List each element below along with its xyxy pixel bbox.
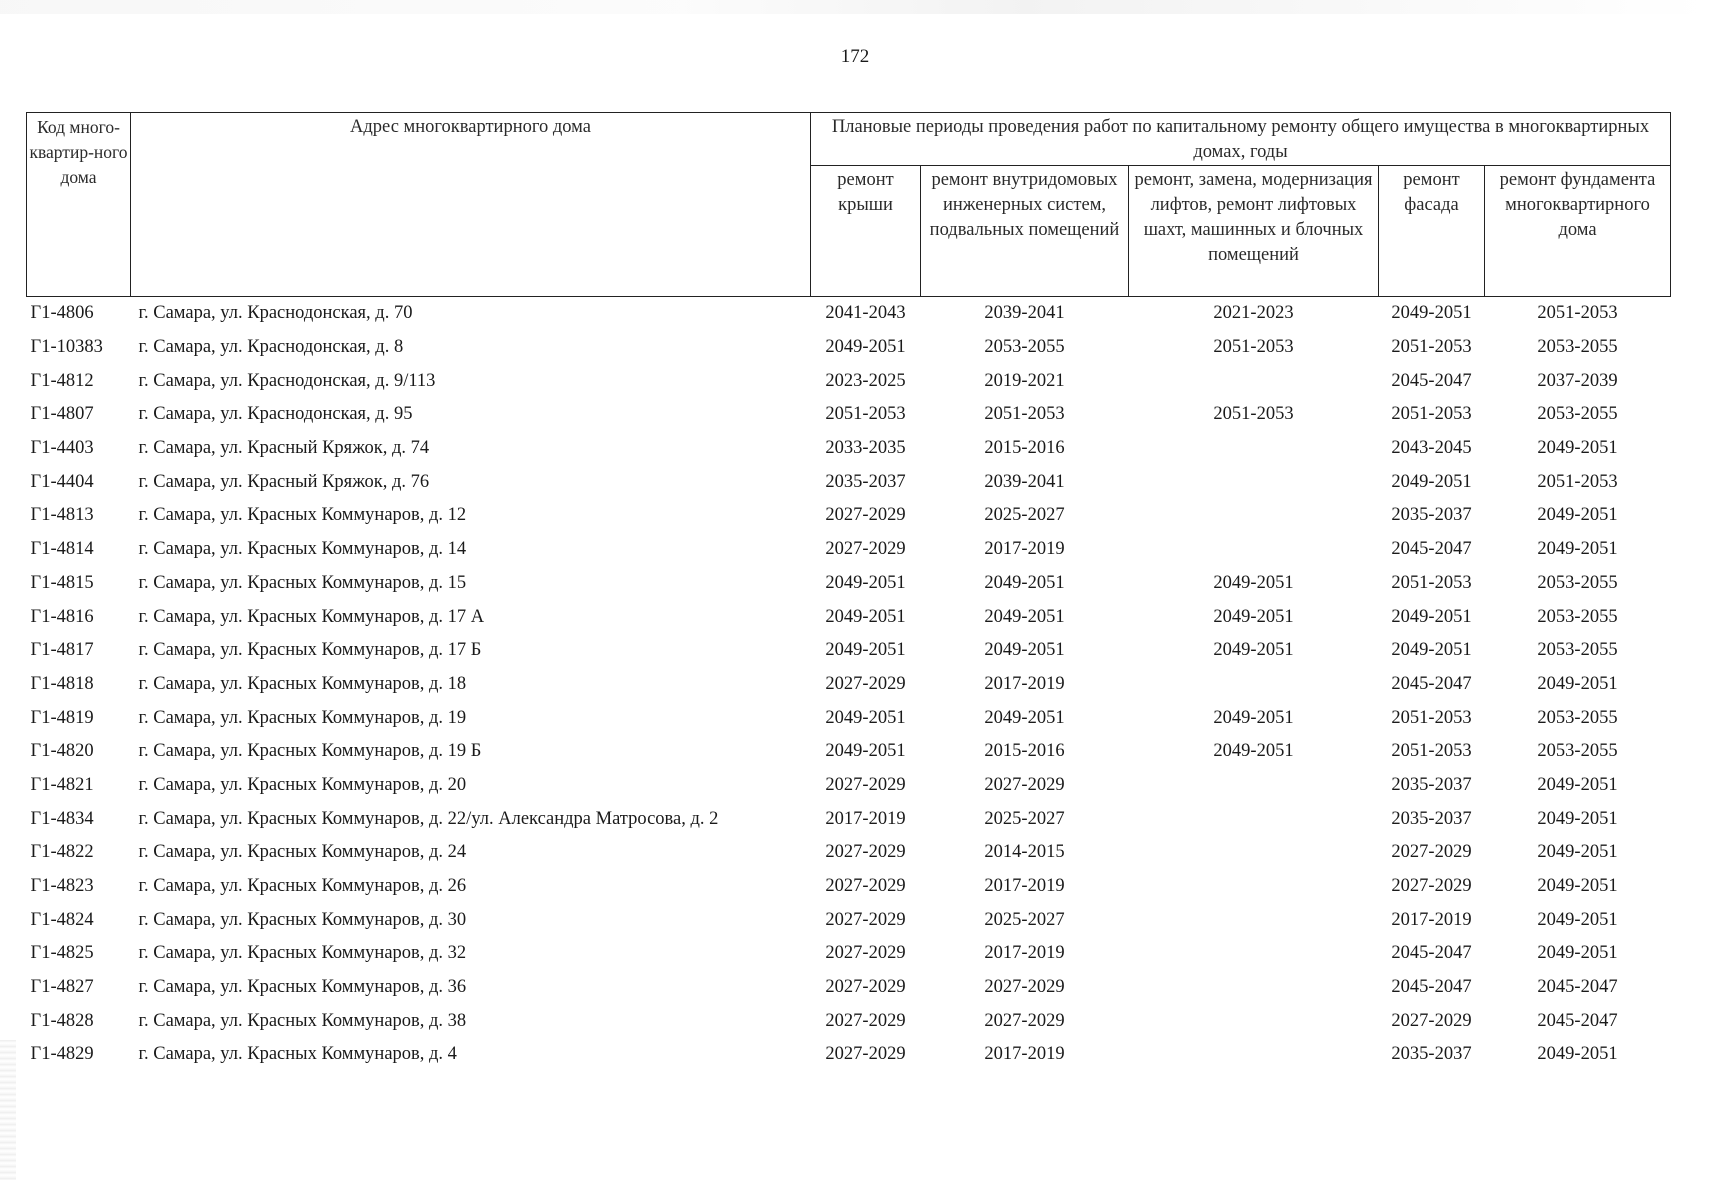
lifts-period-cell: 2021-2023 xyxy=(1213,303,1294,324)
address-cell: г. Самара, ул. Красных Коммунаров, д. 26 xyxy=(138,876,467,897)
facade-period-cell: 2027-2029 xyxy=(1391,1010,1472,1031)
engineering-period-cell: 2014-2015 xyxy=(984,842,1065,863)
roof-period-cell: 2027-2029 xyxy=(825,1010,906,1031)
engineering-period-cell: 2017-2019 xyxy=(984,1044,1065,1065)
lifts-period-cell xyxy=(1129,769,1379,803)
header-foundation-repair: ремонт фундамента многоквартирного дома xyxy=(1485,166,1671,297)
foundation-period-cell: 2045-2047 xyxy=(1537,1010,1618,1031)
roof-period-cell: 2027-2029 xyxy=(825,977,906,998)
address-cell: г. Самара, ул. Краснодонская, д. 8 xyxy=(138,337,404,358)
foundation-period-cell: 2051-2053 xyxy=(1537,471,1618,492)
building-code-cell: Г1-4823 xyxy=(30,876,94,897)
facade-period-cell: 2045-2047 xyxy=(1391,943,1472,964)
engineering-period-cell: 2049-2051 xyxy=(984,572,1065,593)
address-cell: г. Самара, ул. Краснодонская, д. 9/113 xyxy=(138,370,436,391)
table-row xyxy=(27,937,1671,971)
roof-period-cell: 2049-2051 xyxy=(825,741,906,762)
address-cell: г. Самара, ул. Красных Коммунаров, д. 32 xyxy=(138,943,467,964)
roof-period-cell: 2027-2029 xyxy=(825,774,906,795)
address-cell: г. Самара, ул. Красных Коммунаров, д. 22/ул. Александра Матросова, д. 2 xyxy=(138,808,719,829)
table-row xyxy=(27,567,1671,601)
header-building-code: Код много-квартир-ного дома xyxy=(27,113,131,297)
roof-period-cell: 2027-2029 xyxy=(825,673,906,694)
foundation-period-cell: 2053-2055 xyxy=(1537,404,1618,425)
lifts-period-cell xyxy=(1129,668,1379,702)
roof-period-cell: 2049-2051 xyxy=(825,707,906,728)
foundation-period-cell: 2049-2051 xyxy=(1537,505,1618,526)
lifts-period-cell: 2049-2051 xyxy=(1213,741,1294,762)
facade-period-cell: 2051-2053 xyxy=(1391,572,1472,593)
address-cell: г. Самара, ул. Красных Коммунаров, д. 19 Б xyxy=(138,741,482,762)
lifts-period-cell xyxy=(1129,802,1379,836)
facade-period-cell: 2049-2051 xyxy=(1391,303,1472,324)
facade-period-cell: 2045-2047 xyxy=(1391,370,1472,391)
lifts-period-cell: 2049-2051 xyxy=(1213,606,1294,627)
building-code-cell: Г1-4813 xyxy=(30,505,94,526)
table-row xyxy=(27,971,1671,1005)
scan-edge-left xyxy=(0,1040,16,1180)
building-code-cell: Г1-4824 xyxy=(30,909,94,930)
address-cell: г. Самара, ул. Красных Коммунаров, д. 19 xyxy=(138,707,467,728)
lifts-period-cell xyxy=(1129,1004,1379,1038)
foundation-period-cell: 2049-2051 xyxy=(1537,1044,1618,1065)
address-cell: г. Самара, ул. Красных Коммунаров, д. 12 xyxy=(138,505,467,526)
address-cell: г. Самара, ул. Краснодонская, д. 70 xyxy=(138,303,413,324)
engineering-period-cell: 2039-2041 xyxy=(984,303,1065,324)
facade-period-cell: 2035-2037 xyxy=(1391,774,1472,795)
facade-period-cell: 2043-2045 xyxy=(1391,438,1472,459)
engineering-period-cell: 2015-2016 xyxy=(984,741,1065,762)
header-roof-repair: ремонт крыши xyxy=(811,166,921,297)
foundation-period-cell: 2049-2051 xyxy=(1537,876,1618,897)
address-cell: г. Самара, ул. Красных Коммунаров, д. 36 xyxy=(138,977,467,998)
lifts-period-cell xyxy=(1129,364,1379,398)
engineering-period-cell: 2017-2019 xyxy=(984,673,1065,694)
table-header xyxy=(27,113,1671,297)
foundation-period-cell: 2049-2051 xyxy=(1537,842,1618,863)
building-code-cell: Г1-4404 xyxy=(30,471,94,492)
facade-period-cell: 2045-2047 xyxy=(1391,977,1472,998)
foundation-period-cell: 2049-2051 xyxy=(1537,539,1618,560)
address-cell: г. Самара, ул. Красных Коммунаров, д. 17 А xyxy=(138,606,485,627)
address-cell: г. Самара, ул. Красных Коммунаров, д. 17 Б xyxy=(138,640,482,661)
engineering-period-cell: 2019-2021 xyxy=(984,370,1065,391)
facade-period-cell: 2051-2053 xyxy=(1391,741,1472,762)
engineering-period-cell: 2027-2029 xyxy=(984,1010,1065,1031)
lifts-period-cell xyxy=(1129,499,1379,533)
header-address: Адрес многоквартирного дома xyxy=(131,113,811,297)
facade-period-cell: 2045-2047 xyxy=(1391,539,1472,560)
address-cell: г. Самара, ул. Красных Коммунаров, д. 30 xyxy=(138,909,467,930)
lifts-period-cell xyxy=(1129,836,1379,870)
foundation-period-cell: 2051-2053 xyxy=(1537,303,1618,324)
table-row xyxy=(27,836,1671,870)
header-facade-repair: ремонт фасада xyxy=(1379,166,1485,297)
building-code-cell: Г1-4834 xyxy=(30,808,94,829)
building-code-cell: Г1-4820 xyxy=(30,741,94,762)
engineering-period-cell: 2051-2053 xyxy=(984,404,1065,425)
roof-period-cell: 2049-2051 xyxy=(825,640,906,661)
table-row xyxy=(27,668,1671,702)
roof-period-cell: 2035-2037 xyxy=(825,471,906,492)
building-code-cell: Г1-10383 xyxy=(30,337,103,358)
table-row xyxy=(27,1038,1671,1072)
table-row xyxy=(27,1004,1671,1038)
header-lift-repair: ремонт, замена, модернизация лифтов, ремонт лифтовых шахт, машинных и блочных помещений xyxy=(1129,166,1379,297)
engineering-period-cell: 2039-2041 xyxy=(984,471,1065,492)
roof-period-cell: 2027-2029 xyxy=(825,943,906,964)
lifts-period-cell: 2051-2053 xyxy=(1213,337,1294,358)
table-body xyxy=(27,297,1671,1072)
lifts-period-cell xyxy=(1129,870,1379,904)
roof-period-cell: 2027-2029 xyxy=(825,539,906,560)
table-row xyxy=(27,802,1671,836)
roof-period-cell: 2049-2051 xyxy=(825,572,906,593)
building-code-cell: Г1-4818 xyxy=(30,673,94,694)
scan-edge-top xyxy=(0,0,1710,14)
engineering-period-cell: 2025-2027 xyxy=(984,505,1065,526)
header-planned-periods: Плановые периоды проведения работ по капитальному ремонту общего имущества в многоквартирных домах, годы xyxy=(811,113,1671,166)
engineering-period-cell: 2015-2016 xyxy=(984,438,1065,459)
building-code-cell: Г1-4828 xyxy=(30,1010,94,1031)
table-row xyxy=(27,634,1671,668)
engineering-period-cell: 2027-2029 xyxy=(984,774,1065,795)
foundation-period-cell: 2053-2055 xyxy=(1537,707,1618,728)
engineering-period-cell: 2017-2019 xyxy=(984,876,1065,897)
engineering-period-cell: 2017-2019 xyxy=(984,943,1065,964)
address-cell: г. Самара, ул. Красных Коммунаров, д. 18 xyxy=(138,673,467,694)
building-code-cell: Г1-4806 xyxy=(30,303,94,324)
header-engineering-repair: ремонт внутридомовых инженерных систем, подвальных помещений xyxy=(921,166,1129,297)
table-row xyxy=(27,297,1671,331)
address-cell: г. Самара, ул. Красных Коммунаров, д. 38 xyxy=(138,1010,467,1031)
engineering-period-cell: 2017-2019 xyxy=(984,539,1065,560)
table-row xyxy=(27,499,1671,533)
address-cell: г. Самара, ул. Красный Кряжок, д. 74 xyxy=(138,438,430,459)
lifts-period-cell xyxy=(1129,1038,1379,1072)
foundation-period-cell: 2049-2051 xyxy=(1537,808,1618,829)
lifts-period-cell xyxy=(1129,533,1379,567)
table-row xyxy=(27,432,1671,466)
address-cell: г. Самара, ул. Красных Коммунаров, д. 24 xyxy=(138,842,467,863)
address-cell: г. Самара, ул. Красных Коммунаров, д. 20 xyxy=(138,774,467,795)
address-cell: г. Самара, ул. Красных Коммунаров, д. 15 xyxy=(138,572,467,593)
roof-period-cell: 2023-2025 xyxy=(825,370,906,391)
lifts-period-cell xyxy=(1129,903,1379,937)
facade-period-cell: 2027-2029 xyxy=(1391,842,1472,863)
lifts-period-cell xyxy=(1129,937,1379,971)
address-cell: г. Самара, ул. Красных Коммунаров, д. 14 xyxy=(138,539,467,560)
roof-period-cell: 2049-2051 xyxy=(825,337,906,358)
building-code-cell: Г1-4829 xyxy=(30,1044,94,1065)
engineering-period-cell: 2027-2029 xyxy=(984,977,1065,998)
repair-schedule-table xyxy=(26,112,1671,1072)
foundation-period-cell: 2053-2055 xyxy=(1537,606,1618,627)
foundation-period-cell: 2053-2055 xyxy=(1537,640,1618,661)
roof-period-cell: 2027-2029 xyxy=(825,842,906,863)
building-code-cell: Г1-4827 xyxy=(30,977,94,998)
roof-period-cell: 2027-2029 xyxy=(825,876,906,897)
facade-period-cell: 2027-2029 xyxy=(1391,876,1472,897)
engineering-period-cell: 2049-2051 xyxy=(984,640,1065,661)
facade-period-cell: 2051-2053 xyxy=(1391,337,1472,358)
foundation-period-cell: 2049-2051 xyxy=(1537,774,1618,795)
engineering-period-cell: 2049-2051 xyxy=(984,707,1065,728)
building-code-cell: Г1-4816 xyxy=(30,606,94,627)
engineering-period-cell: 2025-2027 xyxy=(984,909,1065,930)
lifts-period-cell: 2049-2051 xyxy=(1213,707,1294,728)
roof-period-cell: 2033-2035 xyxy=(825,438,906,459)
foundation-period-cell: 2053-2055 xyxy=(1537,337,1618,358)
foundation-period-cell: 2037-2039 xyxy=(1537,370,1618,391)
building-code-cell: Г1-4807 xyxy=(30,404,94,425)
lifts-period-cell: 2049-2051 xyxy=(1213,572,1294,593)
page-number: 172 xyxy=(840,46,870,67)
facade-period-cell: 2051-2053 xyxy=(1391,404,1472,425)
table-row xyxy=(27,903,1671,937)
foundation-period-cell: 2053-2055 xyxy=(1537,572,1618,593)
table-row xyxy=(27,398,1671,432)
address-cell: г. Самара, ул. Краснодонская, д. 95 xyxy=(138,404,413,425)
lifts-period-cell xyxy=(1129,971,1379,1005)
table-row xyxy=(27,600,1671,634)
building-code-cell: Г1-4815 xyxy=(30,572,94,593)
table-row xyxy=(27,364,1671,398)
building-code-cell: Г1-4825 xyxy=(30,943,94,964)
lifts-period-cell: 2051-2053 xyxy=(1213,404,1294,425)
lifts-period-cell: 2049-2051 xyxy=(1213,640,1294,661)
roof-period-cell: 2027-2029 xyxy=(825,505,906,526)
facade-period-cell: 2051-2053 xyxy=(1391,707,1472,728)
table-row xyxy=(27,735,1671,769)
building-code-cell: Г1-4822 xyxy=(30,842,94,863)
foundation-period-cell: 2045-2047 xyxy=(1537,977,1618,998)
table-row xyxy=(27,533,1671,567)
facade-period-cell: 2045-2047 xyxy=(1391,673,1472,694)
table-row xyxy=(27,769,1671,803)
foundation-period-cell: 2049-2051 xyxy=(1537,943,1618,964)
roof-period-cell: 2017-2019 xyxy=(825,808,906,829)
foundation-period-cell: 2053-2055 xyxy=(1537,741,1618,762)
facade-period-cell: 2049-2051 xyxy=(1391,640,1472,661)
foundation-period-cell: 2049-2051 xyxy=(1537,438,1618,459)
lifts-period-cell xyxy=(1129,465,1379,499)
facade-period-cell: 2035-2037 xyxy=(1391,505,1472,526)
table-row xyxy=(27,870,1671,904)
roof-period-cell: 2041-2043 xyxy=(825,303,906,324)
table-row xyxy=(27,331,1671,365)
facade-period-cell: 2035-2037 xyxy=(1391,1044,1472,1065)
building-code-cell: Г1-4821 xyxy=(30,774,94,795)
roof-period-cell: 2051-2053 xyxy=(825,404,906,425)
facade-period-cell: 2035-2037 xyxy=(1391,808,1472,829)
foundation-period-cell: 2049-2051 xyxy=(1537,909,1618,930)
address-cell: г. Самара, ул. Красных Коммунаров, д. 4 xyxy=(138,1044,457,1065)
address-cell: г. Самара, ул. Красный Кряжок, д. 76 xyxy=(138,471,430,492)
engineering-period-cell: 2025-2027 xyxy=(984,808,1065,829)
roof-period-cell: 2027-2029 xyxy=(825,1044,906,1065)
building-code-cell: Г1-4819 xyxy=(30,707,94,728)
building-code-cell: Г1-4812 xyxy=(30,370,94,391)
building-code-cell: Г1-4814 xyxy=(30,539,94,560)
roof-period-cell: 2049-2051 xyxy=(825,606,906,627)
table-row xyxy=(27,701,1671,735)
building-code-cell: Г1-4403 xyxy=(30,438,94,459)
lifts-period-cell xyxy=(1129,432,1379,466)
facade-period-cell: 2049-2051 xyxy=(1391,606,1472,627)
building-code-cell: Г1-4817 xyxy=(30,640,94,661)
facade-period-cell: 2017-2019 xyxy=(1391,909,1472,930)
engineering-period-cell: 2049-2051 xyxy=(984,606,1065,627)
repair-schedule-table-container xyxy=(26,112,1670,1072)
facade-period-cell: 2049-2051 xyxy=(1391,471,1472,492)
roof-period-cell: 2027-2029 xyxy=(825,909,906,930)
table-row xyxy=(27,465,1671,499)
engineering-period-cell: 2053-2055 xyxy=(984,337,1065,358)
foundation-period-cell: 2049-2051 xyxy=(1537,673,1618,694)
